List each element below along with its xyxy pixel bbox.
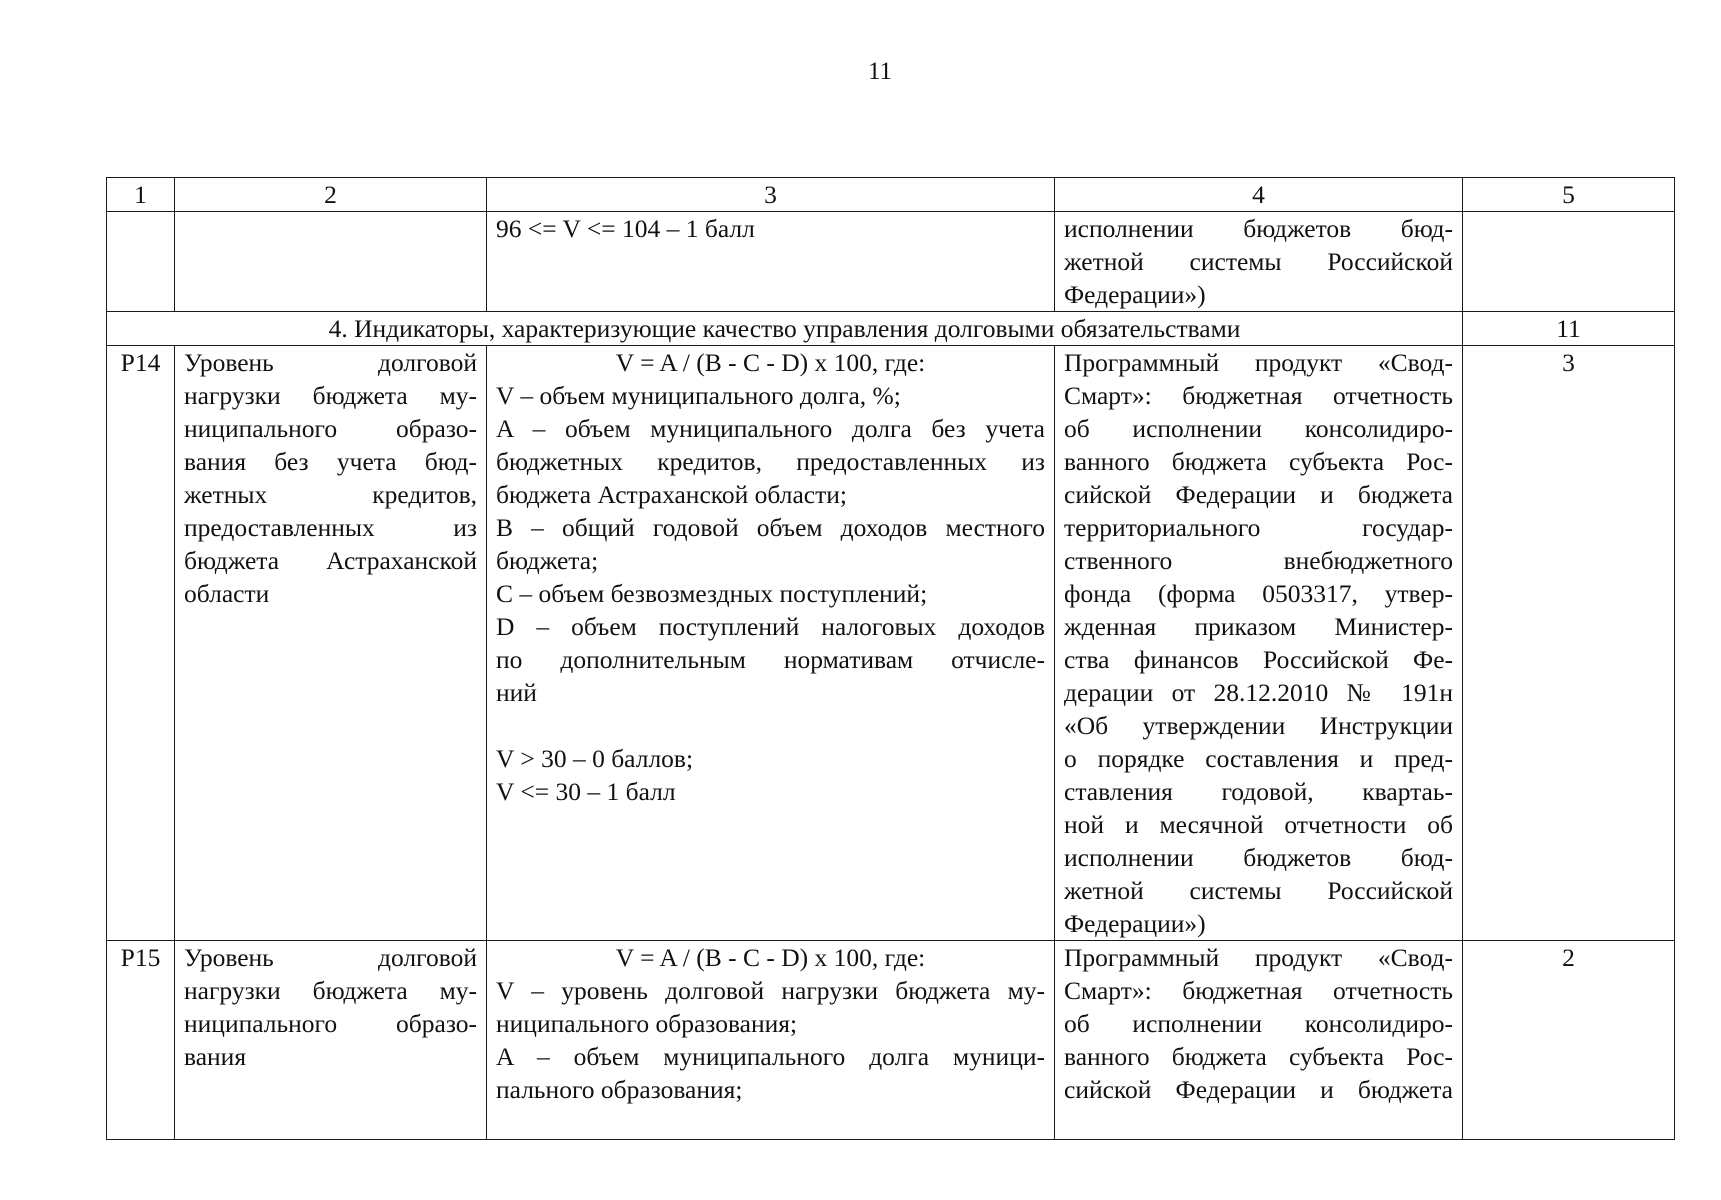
source-line: ванного бюджета субъекта Рос- xyxy=(1064,1042,1453,1071)
source-line: дерации от 28.12.2010 № 191н xyxy=(1064,678,1453,707)
source-line: фонда (форма 0503317, утвер- xyxy=(1064,579,1453,608)
source-line: Смарт»: бюджетная отчетность xyxy=(1064,381,1453,410)
row-name-line: нагрузки бюджета му- xyxy=(184,976,477,1005)
row-name-cell xyxy=(175,941,487,1140)
formula-line: V – уровень долговой нагрузки бюджета му- xyxy=(496,976,1045,1005)
row-name-line: бюджета Астраханской xyxy=(184,546,477,575)
source-line: жетной системы Российской xyxy=(1064,876,1453,905)
header-cell-1: 1 xyxy=(107,178,175,212)
source-line: ванного бюджета субъекта Рос- xyxy=(1064,447,1453,476)
row-name-line: вания без учета бюд- xyxy=(184,447,477,476)
continuation-weight-cell xyxy=(1463,212,1675,312)
source-line: исполнении бюджетов бюд- xyxy=(1064,843,1453,872)
section-total: 11 xyxy=(1463,312,1675,346)
source-line: ставления годовой, квартаь- xyxy=(1064,777,1453,806)
formula-line: бюджетных кредитов, предоставленных из xyxy=(496,447,1045,476)
source-line: сийской Федерации и бюджета xyxy=(1064,480,1453,509)
formula-line: ниципального образования; xyxy=(496,1009,798,1038)
continuation-source-line: жетной системы Российской xyxy=(1064,247,1453,276)
continuation-row xyxy=(107,212,1675,312)
row-name-cell xyxy=(175,346,487,941)
formula-line: ний xyxy=(496,678,537,707)
row-name-line: предоставленных из xyxy=(184,513,477,542)
row-name-line: ниципального образо- xyxy=(184,1009,477,1038)
formula-line: A – объем муниципального долга без учета xyxy=(496,414,1045,443)
formula-line: D – объем поступлений налоговых доходов xyxy=(496,612,1045,641)
source-line: ной и месячной отчетности об xyxy=(1064,810,1453,839)
row-name-line: Уровень долговой xyxy=(184,348,477,377)
formula-line: A – объем муниципального долга муници- xyxy=(496,1042,1045,1071)
row-name-line: жетных кредитов, xyxy=(184,480,477,509)
formula-spacer xyxy=(496,709,1045,742)
table-row xyxy=(107,346,1675,941)
section-row xyxy=(107,312,1675,346)
continuation-code-cell xyxy=(107,212,175,312)
continuation-source-cell xyxy=(1055,212,1463,312)
row-name-line: нагрузки бюджета му- xyxy=(184,381,477,410)
page-number: 11 xyxy=(867,58,893,85)
source-line: ства финансов Российской Фе- xyxy=(1064,645,1453,674)
row-name-line: вания xyxy=(184,1042,247,1071)
continuation-name-cell xyxy=(175,212,487,312)
row-formula-cell xyxy=(487,941,1055,1140)
row-source-cell xyxy=(1055,346,1463,941)
row-name-line: области xyxy=(184,579,270,608)
formula-line: бюджета; xyxy=(496,546,599,575)
formula-line: V – объем муниципального долга, %; xyxy=(496,381,901,410)
source-line: ственного внебюджетного xyxy=(1064,546,1453,575)
source-line: жденная приказом Министер- xyxy=(1064,612,1453,641)
score-line: V > 30 – 0 баллов; xyxy=(496,744,694,773)
header-cell-4: 4 xyxy=(1055,178,1463,212)
source-line: Программный продукт «Свод- xyxy=(1064,943,1453,972)
score-line: V <= 30 – 1 балл xyxy=(496,777,676,806)
row-name-line: ниципального образо- xyxy=(184,414,477,443)
source-line: Федерации») xyxy=(1064,909,1206,938)
formula-title: V = A / (B - C - D) x 100, где: xyxy=(615,943,926,972)
header-cell-2: 2 xyxy=(175,178,487,212)
header-cell-5: 5 xyxy=(1463,178,1675,212)
indicators-table xyxy=(106,177,1675,1140)
source-line: территориального государ- xyxy=(1064,513,1453,542)
source-line: о порядке составления и пред- xyxy=(1064,744,1453,773)
source-line: об исполнении консолидиро- xyxy=(1064,1009,1453,1038)
formula-line: по дополнительным нормативам отчисле- xyxy=(496,645,1045,674)
continuation-score-line: 96 <= V <= 104 – 1 балл xyxy=(496,214,755,243)
source-line: сийской Федерации и бюджета xyxy=(1064,1075,1453,1104)
row-code: Р14 xyxy=(107,346,175,941)
formula-line: C – объем безвозмездных поступлений; xyxy=(496,579,928,608)
row-weight: 3 xyxy=(1463,346,1675,941)
row-name-line: Уровень долговой xyxy=(184,943,477,972)
header-cell-3: 3 xyxy=(487,178,1055,212)
row-code: Р15 xyxy=(107,941,175,1140)
formula-line: B – общий годовой объем доходов местного xyxy=(496,513,1045,542)
table-header-row xyxy=(107,178,1675,212)
source-line: об исполнении консолидиро- xyxy=(1064,414,1453,443)
row-formula-cell xyxy=(487,346,1055,941)
table-row xyxy=(107,941,1675,1140)
formula-title: V = A / (B - C - D) x 100, где: xyxy=(615,348,926,377)
source-line: Программный продукт «Свод- xyxy=(1064,348,1453,377)
row-source-cell xyxy=(1055,941,1463,1140)
continuation-source-line: исполнении бюджетов бюд- xyxy=(1064,214,1453,243)
continuation-formula-cell xyxy=(487,212,1055,312)
section-title: 4. Индикаторы, характеризующие качество управления долговыми обязательствами xyxy=(107,312,1463,346)
formula-line: бюджета Астраханской области; xyxy=(496,480,847,509)
source-line: «Об утверждении Инструкции xyxy=(1064,711,1453,740)
formula-line: пального образования; xyxy=(496,1075,743,1104)
row-weight: 2 xyxy=(1463,941,1675,1140)
source-line: Смарт»: бюджетная отчетность xyxy=(1064,976,1453,1005)
continuation-source-line: Федерации») xyxy=(1064,280,1206,309)
